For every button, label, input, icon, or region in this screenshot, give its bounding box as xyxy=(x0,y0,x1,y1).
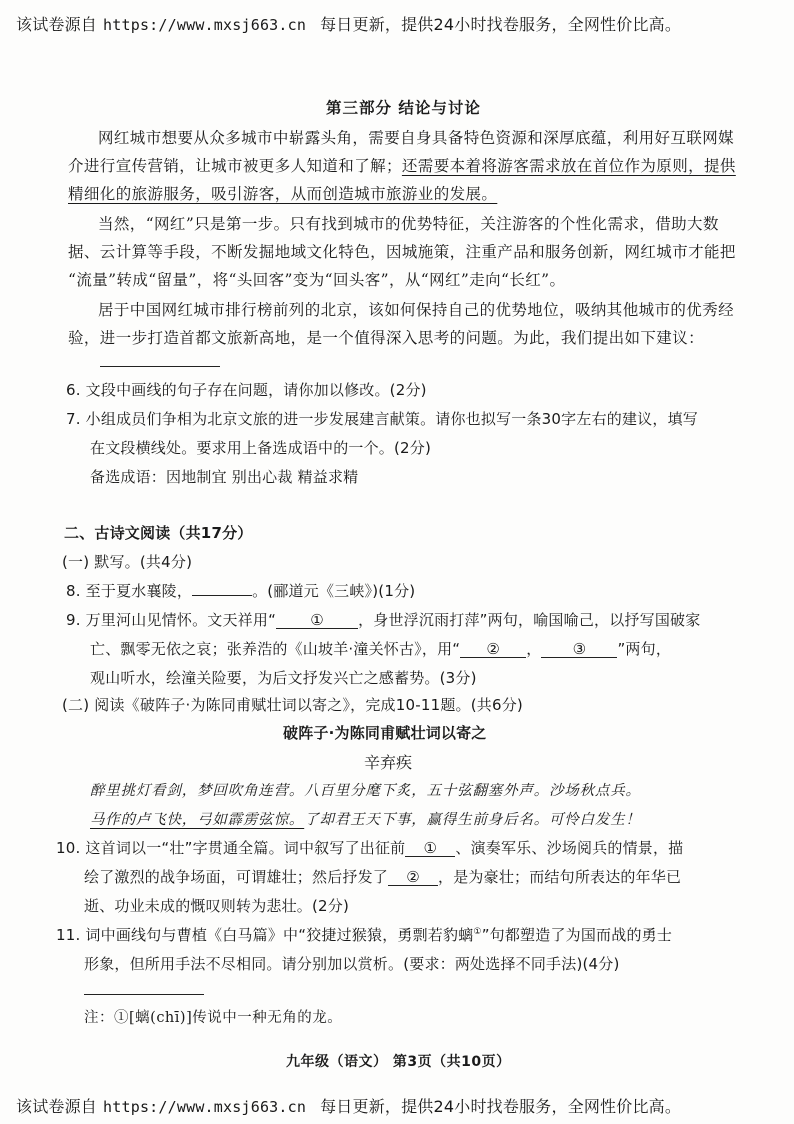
question-8-blank[interactable] xyxy=(192,595,252,596)
underlined-sentence-part2: 精细化的旅游服务，吸引游客，从而创造城市旅游业的发展。 xyxy=(68,185,498,203)
part3-title: 第三部分 结论与讨论 xyxy=(326,99,481,117)
banner-url-bottom[interactable]: https://www.mxsj663.cn xyxy=(103,1098,307,1116)
question-9-blank-2[interactable] xyxy=(460,641,526,658)
part3-p2-line3: “流量”转成“留量”，将“头回客”变为“回头客”，从“网红”走向“长红”。 xyxy=(68,271,566,289)
question-8-source: 。(郦道元《三峡》)(1分) xyxy=(252,582,416,600)
question-6: 6. 文段中画线的句子存在问题，请你加以修改。(2分) xyxy=(66,381,427,399)
part3-p2-line2: 据、云计算等手段，不断发掘地域文化特色，因城施策，注重产品和服务创新，网红城市才能把 xyxy=(68,243,736,261)
part3-p1-line1: 网红城市想要从众多城市中崭露头角，需要自身具备特色资源和深厚底蕴，利用好互联网媒 xyxy=(98,129,735,147)
question-9-blank-1[interactable] xyxy=(276,612,358,629)
poem-line1: 醉里挑灯看剑，梦回吹角连营。八百里分麾下炙，五十弦翻塞外声。沙场秋点兵。 xyxy=(90,783,641,799)
question-7-line1: 7. 小组成员们争相为北京文旅的进一步发展建言献策。请你也拟写一条30字左右的建议，填写 xyxy=(66,410,698,428)
question-10-text-b: 、演奏军乐、沙场阅兵的情景，描 xyxy=(455,839,684,857)
question-10-text-d: ，是为豪壮；而结句所表达的年华已 xyxy=(438,868,682,886)
question-9-line1 xyxy=(66,609,700,630)
question-10-text-a: 10. 这首词以一“壮”字贯通全篇。词中叙写了出征前 xyxy=(56,839,406,857)
poem-author: 辛弃疾 xyxy=(364,753,413,772)
question-7-line2: 在文段横线处。要求用上备选成语中的一个。(2分) xyxy=(90,439,432,457)
banner-site: 该试卷源自 xyxy=(16,15,98,34)
question-8-prompt: 8. 至于夏水襄陵， xyxy=(66,582,193,600)
question-10-blank-2[interactable] xyxy=(388,869,438,886)
blank-marker-q10-2: ② xyxy=(406,868,420,886)
question-11-text-b: ”句都塑造了为国而战的勇士 xyxy=(481,926,673,944)
blank-marker-2: ② xyxy=(486,640,501,658)
question-9-comma: ， xyxy=(526,640,542,658)
question-10-line1 xyxy=(56,837,683,858)
footnote-ref: ① xyxy=(473,927,482,937)
question-9-text-c: 亡、飘零无依之哀；张养浩的《山坡羊·潼关怀古》，用“ xyxy=(90,640,461,658)
section2-sub2: (二) 阅读《破阵子·为陈同甫赋壮词以寄之》，完成10-11题。(共6分) xyxy=(62,696,523,714)
section2-sub1: (一) 默写。(共4分) xyxy=(62,553,193,571)
question-10-blank-1[interactable] xyxy=(405,840,455,857)
question-10-text-c: 绘了激烈的战争场面，可谓雄壮；然后抒发了 xyxy=(84,868,389,886)
question-11-text-a: 11. 词中画线句与曹植《白马篇》中“狡捷过猴猿，勇剽若豹螭 xyxy=(56,926,474,944)
suggestion-answer-line[interactable] xyxy=(100,366,220,367)
poem-line2-rest: 了却君王天下事，赢得生前身后名。可怜白发生！ xyxy=(304,812,641,828)
underlined-sentence-part1: 还需要本着将游客需求放在首位作为原则，提供 xyxy=(401,157,736,175)
part3-p1-line2 xyxy=(68,154,736,176)
part3-p2-line1: 当然，“网红”只是第一步。只有找到城市的优势特征，关注游客的个性化需求，借助大数 xyxy=(98,215,719,233)
banner-slogan-bottom: 每日更新，提供24小时找卷服务，全网性价比高。 xyxy=(320,1097,682,1116)
part3-p3-line1: 居于中国网红城市排行榜前列的北京，该如何保持自己的优势地位，吸纳其他城市的优秀经 xyxy=(98,301,735,319)
source-banner-bottom xyxy=(16,1094,681,1117)
blank-marker-q10-1: ① xyxy=(423,839,438,857)
page-footer: 九年级（语文） 第3页（共10页） xyxy=(286,1054,511,1070)
part3-p1-line2-plain: 介进行宣传营销，让城市被更多人知道和了解； xyxy=(68,157,402,175)
question-9-line2 xyxy=(90,638,671,659)
part3-p3-line2: 验，进一步打造首都文旅新高地，是一个值得深入思考的问题。为此，我们提出如下建议： xyxy=(68,329,705,347)
question-10-line2 xyxy=(84,866,681,887)
question-9-text-b: ，身世浮沉雨打萍”两句，喻国喻己，以抒写国破家 xyxy=(358,611,701,629)
footnote-divider xyxy=(84,994,204,995)
banner-site-bottom: 该试卷源自 xyxy=(16,1097,98,1116)
question-11-line1 xyxy=(56,924,672,945)
footnote: 注：①[螭(chī)]传说中一种无角的龙。 xyxy=(84,1010,343,1026)
question-9-text-a: 9. 万里河山见情怀。文天祥用“ xyxy=(66,611,277,629)
poem-title: 破阵子·为陈同甫赋壮词以寄之 xyxy=(283,724,487,742)
banner-url[interactable]: https://www.mxsj663.cn xyxy=(103,16,307,34)
poem-line2 xyxy=(90,808,641,829)
source-banner-top xyxy=(16,12,681,35)
section2-title: 二、古诗文阅读（共17分） xyxy=(64,524,253,542)
question-10-line3: 逝、功业未成的慨叹则转为悲壮。(2分) xyxy=(84,897,350,915)
question-11-line2: 形象，但所用手法不尽相同。请分别加以赏析。(要求：两处选择不同手法)(4分) xyxy=(84,955,620,973)
question-9-blank-3[interactable] xyxy=(541,641,617,658)
blank-marker-1: ① xyxy=(310,611,324,629)
banner-slogan: 每日更新，提供24小时找卷服务，全网性价比高。 xyxy=(320,15,682,34)
poem-underlined-line: 马作的卢飞快，弓如霹雳弦惊。 xyxy=(90,812,305,828)
blank-marker-3: ③ xyxy=(572,640,587,658)
question-7-idioms: 备选成语：因地制宜 别出心裁 精益求精 xyxy=(90,468,359,486)
question-9-text-d: ”两句， xyxy=(617,640,672,658)
question-8 xyxy=(66,580,415,601)
question-9-line3: 观山听水，绘潼关险要，为后文抒发兴亡之感蓄势。(3分) xyxy=(90,669,477,687)
